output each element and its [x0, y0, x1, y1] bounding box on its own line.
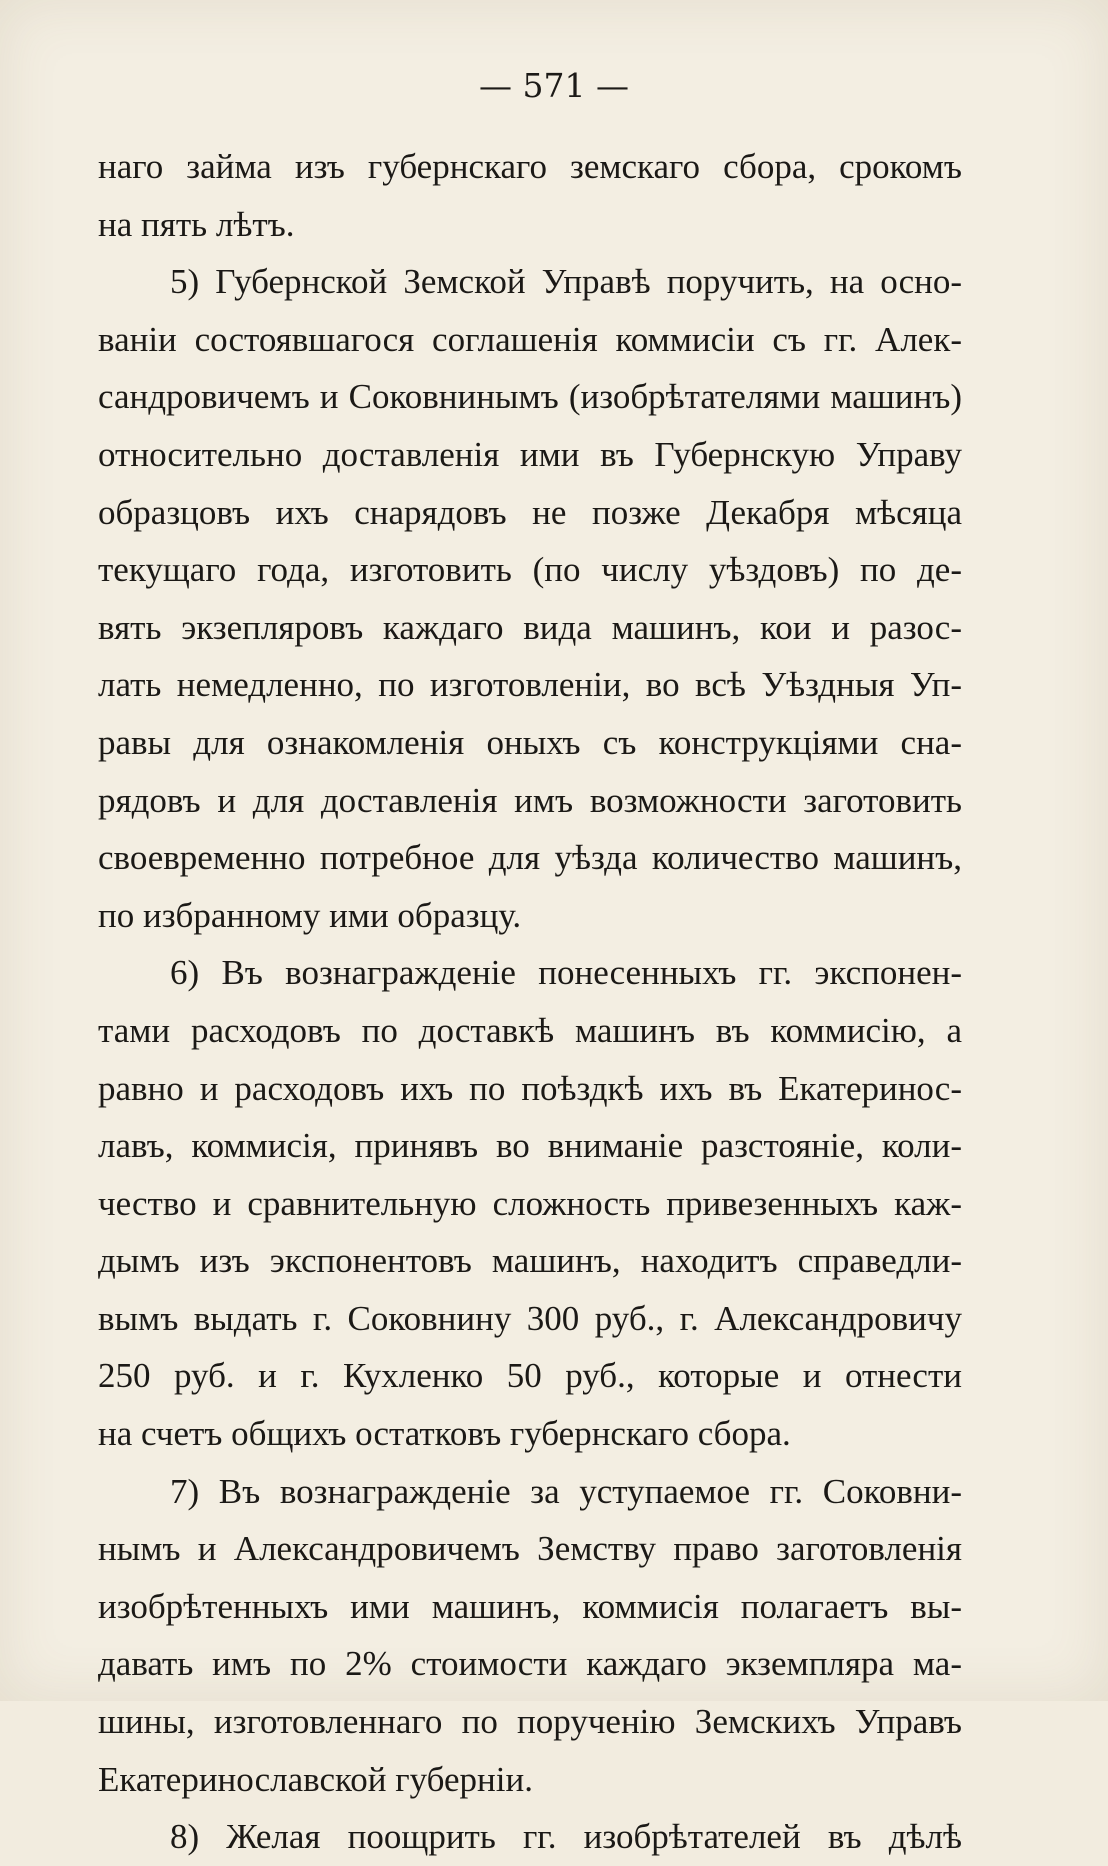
- text-line: изобрѣтенныхъ ими машинъ, коммисія полагаетъ вы-: [98, 1586, 962, 1626]
- body-text: [98, 138, 962, 1866]
- text-line: лавъ, коммисія, принявъ во вниманіе разстояніе, коли-: [98, 1126, 962, 1166]
- text-line: вымъ выдать г. Соковнину 300 руб., г. Александровичу: [98, 1298, 962, 1338]
- text-line: сандровичемъ и Соковнинымъ (изобрѣтателями машинъ): [98, 377, 962, 417]
- text-line: на пять лѣтъ.: [98, 204, 295, 244]
- paragraph-item-5: [98, 253, 962, 944]
- text-line: текущаго года, изготовить (по числу уѣздовъ) по де-: [98, 550, 962, 590]
- text-line: лать немедленно, по изготовленіи, во всѣ Уѣздныя Уп-: [98, 665, 962, 705]
- text-line: нымъ и Александровичемъ Земству право заготовленія: [98, 1529, 962, 1569]
- text-line: 8) Желая поощрить гг. изобрѣтателей въ дѣлѣ: [170, 1817, 962, 1857]
- text-line: на счетъ общихъ остатковъ губернскаго сбора.: [98, 1414, 791, 1454]
- text-line: 6) Въ вознагражденіе понесенныхъ гг. экспонен-: [170, 953, 962, 993]
- text-line: рядовъ и для доставленія имъ возможности заготовить: [98, 780, 962, 820]
- text-line: дымъ изъ экспонентовъ машинъ, находитъ справедли-: [98, 1241, 962, 1281]
- text-line: ваніи состоявшагося соглашенія коммисіи съ гг. Алек-: [98, 319, 962, 359]
- text-line: Екатеринославской губерніи.: [98, 1759, 533, 1799]
- text-line: тами расходовъ по доставкѣ машинъ въ коммисію, а: [98, 1010, 962, 1050]
- text-line: наго займа изъ губернскаго земскаго сбора, срокомъ: [98, 147, 962, 186]
- text-line: равно и расходовъ ихъ по поѣздкѣ ихъ въ Екатеринос-: [98, 1068, 962, 1108]
- text-line: 7) Въ вознагражденіе за уступаемое гг. Соковни-: [170, 1471, 962, 1511]
- page-number: — 571 —: [479, 66, 629, 105]
- text-line: чество и сравнительную сложность привезенныхъ каж-: [98, 1183, 962, 1223]
- paragraph-continuation: [98, 138, 962, 253]
- text-line: своевременно потребное для уѣзда количество машинъ,: [98, 838, 962, 878]
- text-line: вять экзепляровъ каждаго вида машинъ, кои и разос-: [98, 607, 962, 647]
- paragraph-item-7: [98, 1463, 962, 1809]
- text-line: образцовъ ихъ снарядовъ не позже Декабря мѣсяца: [98, 492, 962, 532]
- paragraph-item-6: [98, 944, 962, 1462]
- text-line: шины, изготовленнаго по порученію Земскихъ Управъ: [98, 1702, 962, 1742]
- text-line: давать имъ по 2% стоимости каждаго экземпляра ма-: [98, 1644, 962, 1684]
- text-line: относительно доставленія ими въ Губернскую Управу: [98, 434, 962, 474]
- paragraph-item-8: [98, 1808, 962, 1866]
- text-line: по избранному ими образцу.: [98, 895, 522, 935]
- text-line: 250 руб. и г. Кухленко 50 руб., которые и отнести: [98, 1356, 962, 1396]
- text-line: равы для ознакомленія оныхъ съ конструкціями сна-: [98, 722, 962, 762]
- text-line: 5) Губернской Земской Управѣ поручить, на осно-: [170, 262, 962, 302]
